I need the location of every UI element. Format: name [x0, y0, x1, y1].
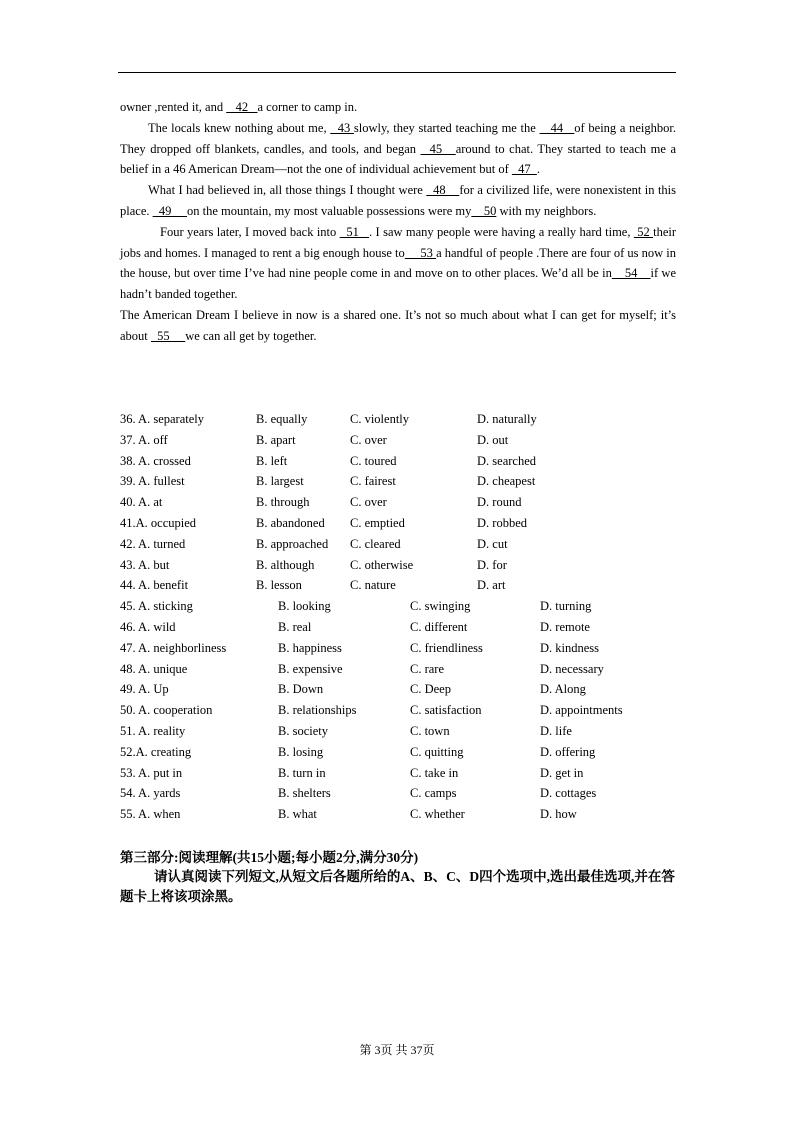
option-b: B. apart: [256, 432, 296, 447]
option-row: [120, 492, 680, 513]
option-b: B. lesson: [256, 578, 302, 593]
option-a: 55. A. when: [120, 807, 181, 822]
passage-text: owner ,rented it, and: [120, 100, 227, 114]
passage-text: of being a neighbor. They dropped off blankets, candles, and tools, and began: [120, 120, 677, 156]
option-d: D. turning: [540, 599, 592, 614]
option-b: B. looking: [278, 599, 331, 614]
option-b: B. left: [256, 453, 288, 468]
answer-blank: 48: [426, 183, 460, 198]
option-row: [120, 763, 680, 784]
passage-text: .: [536, 162, 541, 177]
option-d: D. robbed: [477, 515, 527, 530]
option-row: [120, 555, 680, 576]
option-c: C. violently: [350, 412, 410, 426]
passage-paragraph-1: [120, 97, 676, 118]
passage-text: around to chat. They started to teach me a belief in a 46 American Dream—not the one of individual achievement but of: [120, 141, 676, 177]
answer-blank: 47: [511, 162, 537, 177]
passage-text: The American Dream I believe in now is a shared one. It’s not so much about what I can get for myself; it’s about: [120, 307, 676, 343]
option-a: 46. A. wild: [120, 619, 176, 634]
option-c: C. whether: [410, 807, 465, 822]
option-d: D. appointments: [540, 703, 623, 718]
option-a: 50. A. cooperation: [120, 703, 213, 718]
option-c: C. over: [350, 495, 387, 510]
option-c: C. friendliness: [410, 640, 483, 655]
option-c: C. Deep: [410, 682, 451, 697]
answer-blank: 55: [150, 328, 186, 343]
option-c: C. camps: [410, 786, 457, 801]
header-rule: [118, 72, 676, 73]
option-a: 40. A. at: [120, 495, 163, 510]
option-a: 42. A. turned: [120, 536, 186, 551]
option-d: D. naturally: [477, 412, 537, 426]
answer-blank: 51: [339, 224, 370, 239]
answer-blank: 45: [420, 141, 456, 156]
option-c: C. swinging: [410, 599, 471, 614]
option-row: [120, 742, 680, 763]
passage-text: a handful of people .There are four of us now in the house, but over time I’ve had nine people come in and move on to other places. We’d all be in: [120, 245, 677, 281]
option-c: C. town: [410, 723, 450, 738]
option-d: D. get in: [540, 765, 584, 780]
passage-text: we can all get by together.: [185, 328, 317, 343]
option-d: D. round: [477, 495, 522, 510]
passage-text: a corner to camp in.: [257, 100, 358, 114]
option-b: B. expensive: [278, 661, 343, 676]
answer-options-list: [120, 409, 680, 825]
section-title: 第三部分:阅读理解(共15小题;每小题2分,满分30分): [120, 850, 419, 865]
option-b: B. through: [256, 495, 310, 510]
option-a: 39. A. fullest: [120, 474, 185, 489]
passage-text: if we hadn’t banded together.: [120, 266, 676, 302]
passage-text: . I saw many people were having a really hard time,: [369, 224, 634, 239]
option-b: B. equally: [256, 412, 308, 426]
option-a: 37. A. off: [120, 432, 168, 447]
passage-paragraph-5: [120, 305, 676, 347]
option-c: C. rare: [410, 661, 445, 676]
option-row: [120, 430, 680, 451]
option-d: D. Along: [540, 682, 586, 697]
option-row: [120, 659, 680, 680]
answer-blank: 49: [152, 203, 187, 218]
option-d: D. kindness: [540, 640, 600, 655]
answer-blank: 52: [633, 224, 654, 239]
option-b: B. largest: [256, 474, 304, 489]
option-d: D. searched: [477, 453, 536, 468]
option-d: D. how: [540, 807, 577, 822]
option-b: B. real: [278, 619, 312, 634]
option-c: C. take in: [410, 765, 459, 780]
option-b: B. shelters: [278, 786, 331, 801]
option-d: D. cheapest: [477, 474, 536, 489]
cloze-passage: [120, 97, 676, 347]
option-d: D. cottages: [540, 786, 597, 801]
answer-blank: 50: [471, 203, 497, 218]
option-c: C. nature: [350, 578, 396, 593]
option-a: 41.A. occupied: [120, 515, 197, 530]
option-row: [120, 679, 680, 700]
option-c: C. quitting: [410, 744, 464, 759]
passage-text: for a civilized life, were nonexistent in this place.: [120, 183, 677, 218]
option-row: [120, 451, 680, 472]
option-d: D. for: [477, 557, 507, 572]
answer-blank: 53: [404, 245, 437, 260]
option-a: 49. A. Up: [120, 682, 169, 697]
option-a: 36. A. separately: [120, 412, 205, 426]
option-a: 44. A. benefit: [120, 578, 189, 593]
answer-blank: 43: [330, 120, 354, 135]
option-row: [120, 804, 680, 825]
option-c: C. otherwise: [350, 557, 414, 572]
passage-text: The locals knew nothing about me,: [148, 120, 331, 135]
passage-text: their jobs and homes. I managed to rent a big enough house to: [120, 224, 677, 260]
option-row: [120, 783, 680, 804]
option-a: 54. A. yards: [120, 786, 181, 801]
option-a: 45. A. sticking: [120, 599, 193, 614]
option-c: C. emptied: [350, 515, 405, 530]
passage-text: Four years later, I moved back into: [160, 224, 340, 239]
option-b: B. although: [256, 557, 315, 572]
section-instruction: 请认真阅读下列短文,从短文后各题所给的A、B、C、D四个选项中,选出最佳选项,并在答题卡上将该项涂黑。: [120, 869, 675, 904]
option-row: [120, 534, 680, 555]
option-c: C. toured: [350, 453, 397, 468]
option-a: 43. A. but: [120, 557, 170, 572]
option-a: 47. A. neighborliness: [120, 640, 227, 655]
passage-text: on the mountain, my most valuable possessions were my: [187, 203, 472, 218]
option-d: D. art: [477, 578, 506, 593]
passage-text: with my neighbors.: [496, 203, 597, 218]
option-row: [120, 596, 680, 617]
option-b: B. what: [278, 807, 317, 822]
option-row: [120, 513, 680, 534]
option-d: D. life: [540, 723, 572, 738]
passage-paragraph-3: [120, 180, 676, 222]
option-b: B. turn in: [278, 765, 326, 780]
option-row: [120, 638, 680, 659]
option-b: B. society: [278, 723, 328, 738]
passage-paragraph-4: [120, 222, 676, 305]
option-c: C. different: [410, 619, 468, 634]
option-row: [120, 409, 680, 430]
option-d: D. out: [477, 432, 509, 447]
option-c: C. satisfaction: [410, 703, 482, 718]
answer-blank: 44: [539, 120, 575, 135]
passage-paragraph-2: [120, 118, 676, 180]
option-a: 53. A. put in: [120, 765, 183, 780]
option-b: B. losing: [278, 744, 324, 759]
option-a: 48. A. unique: [120, 661, 188, 676]
option-a: 38. A. crossed: [120, 453, 191, 468]
page-footer: 第 3页 共 37页: [359, 1043, 435, 1057]
option-d: D. cut: [477, 536, 508, 551]
option-row: [120, 575, 680, 596]
option-b: B. Down: [278, 682, 324, 697]
option-row: [120, 700, 680, 721]
option-row: [120, 721, 680, 742]
option-a: 51. A. reality: [120, 723, 186, 738]
option-row: [120, 471, 680, 492]
passage-text: What I had believed in, all those things I thought were: [148, 183, 427, 198]
answer-blank: 54: [611, 266, 651, 281]
option-b: B. happiness: [278, 640, 342, 655]
option-c: C. over: [350, 432, 387, 447]
option-d: D. necessary: [540, 661, 604, 676]
option-d: D. offering: [540, 744, 596, 759]
answer-blank: 42: [226, 100, 258, 114]
option-row: [120, 617, 680, 638]
option-a: 52.A. creating: [120, 744, 192, 759]
option-b: B. abandoned: [256, 515, 325, 530]
option-c: C. cleared: [350, 536, 401, 551]
option-b: B. relationships: [278, 703, 357, 718]
option-c: C. fairest: [350, 474, 396, 489]
option-b: B. approached: [256, 536, 329, 551]
passage-text: slowly, they started teaching me the: [353, 120, 540, 135]
option-d: D. remote: [540, 619, 590, 634]
